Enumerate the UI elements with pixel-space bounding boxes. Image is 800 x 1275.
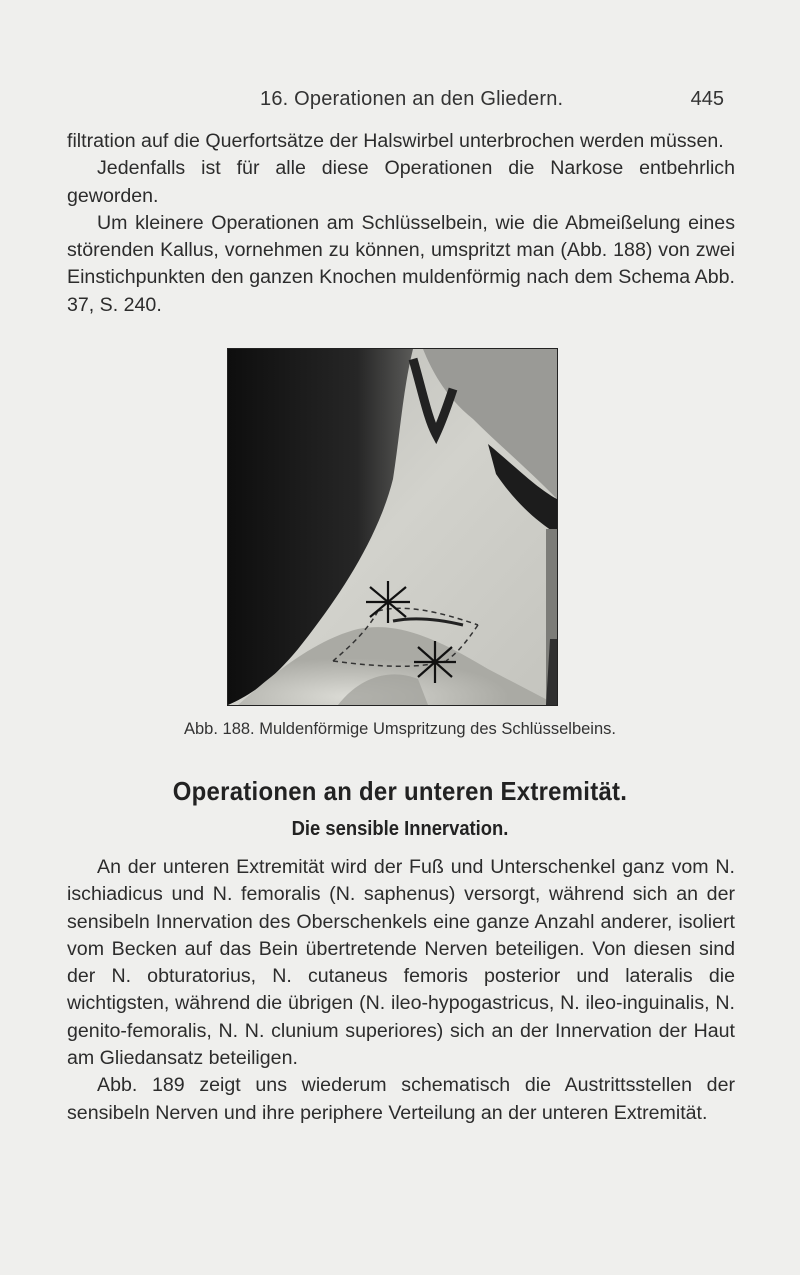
paragraph: Jedenfalls ist für alle diese Operationen die Narkose entbehrlich geworden.	[67, 157, 735, 207]
paragraph: An der unteren Extremität wird der Fuß und Unterschenkel ganz vom N. ischiadicus und N. femoralis (N. saphenus) versorgt, während sich an der sensibeln Innervation des Oberschenkels eine ganze Anzahl anderer, isoliert vom Becken auf das Bein übertretende Nerven beteiligen. Von diesen sind der N. obturatorius, N. cutaneus femoris posterior und lateralis die wichtigsten, während die übrigen (N. ileo-hypogastricus, N. ileo-inguinalis, N. genito-femoralis, N. N. clunium superiores) sich an der Innervation der Haut am Gliedansatz beteiligen.	[67, 856, 735, 1070]
sub-heading: Die sensible Innervation.	[291, 818, 509, 840]
running-head: 16. Operationen an den Gliedern.	[260, 88, 564, 110]
figure-clavicle-photo	[227, 348, 558, 706]
paragraph: filtration auf die Querfortsätze der Halswirbel unterbrochen werden müssen.	[67, 130, 724, 152]
intro-text	[67, 128, 735, 319]
paragraph: Um kleinere Operationen am Schlüsselbein, wie die Abmeißelung eines störenden Kallus, vornehmen zu können, umspritzt man (Abb. 188) von zwei Einstichpunkten den ganzen Knochen muldenförmig nach dem Schema Abb. 37, S. 240.	[67, 211, 735, 316]
section-text	[67, 854, 735, 1127]
paragraph: Abb. 189 zeigt uns wiederum schematisch die Austrittsstellen der sensibeln Nerven und ihre periphere Verteilung an der unteren Extremität.	[67, 1074, 735, 1124]
section-heading: Operationen an der unteren Extremität.	[172, 776, 628, 806]
page-number: 445	[690, 88, 724, 110]
figure-caption: Abb. 188. Muldenförmige Umspritzung des Schlüsselbeins.	[184, 720, 616, 738]
neck-photograph	[228, 349, 557, 705]
